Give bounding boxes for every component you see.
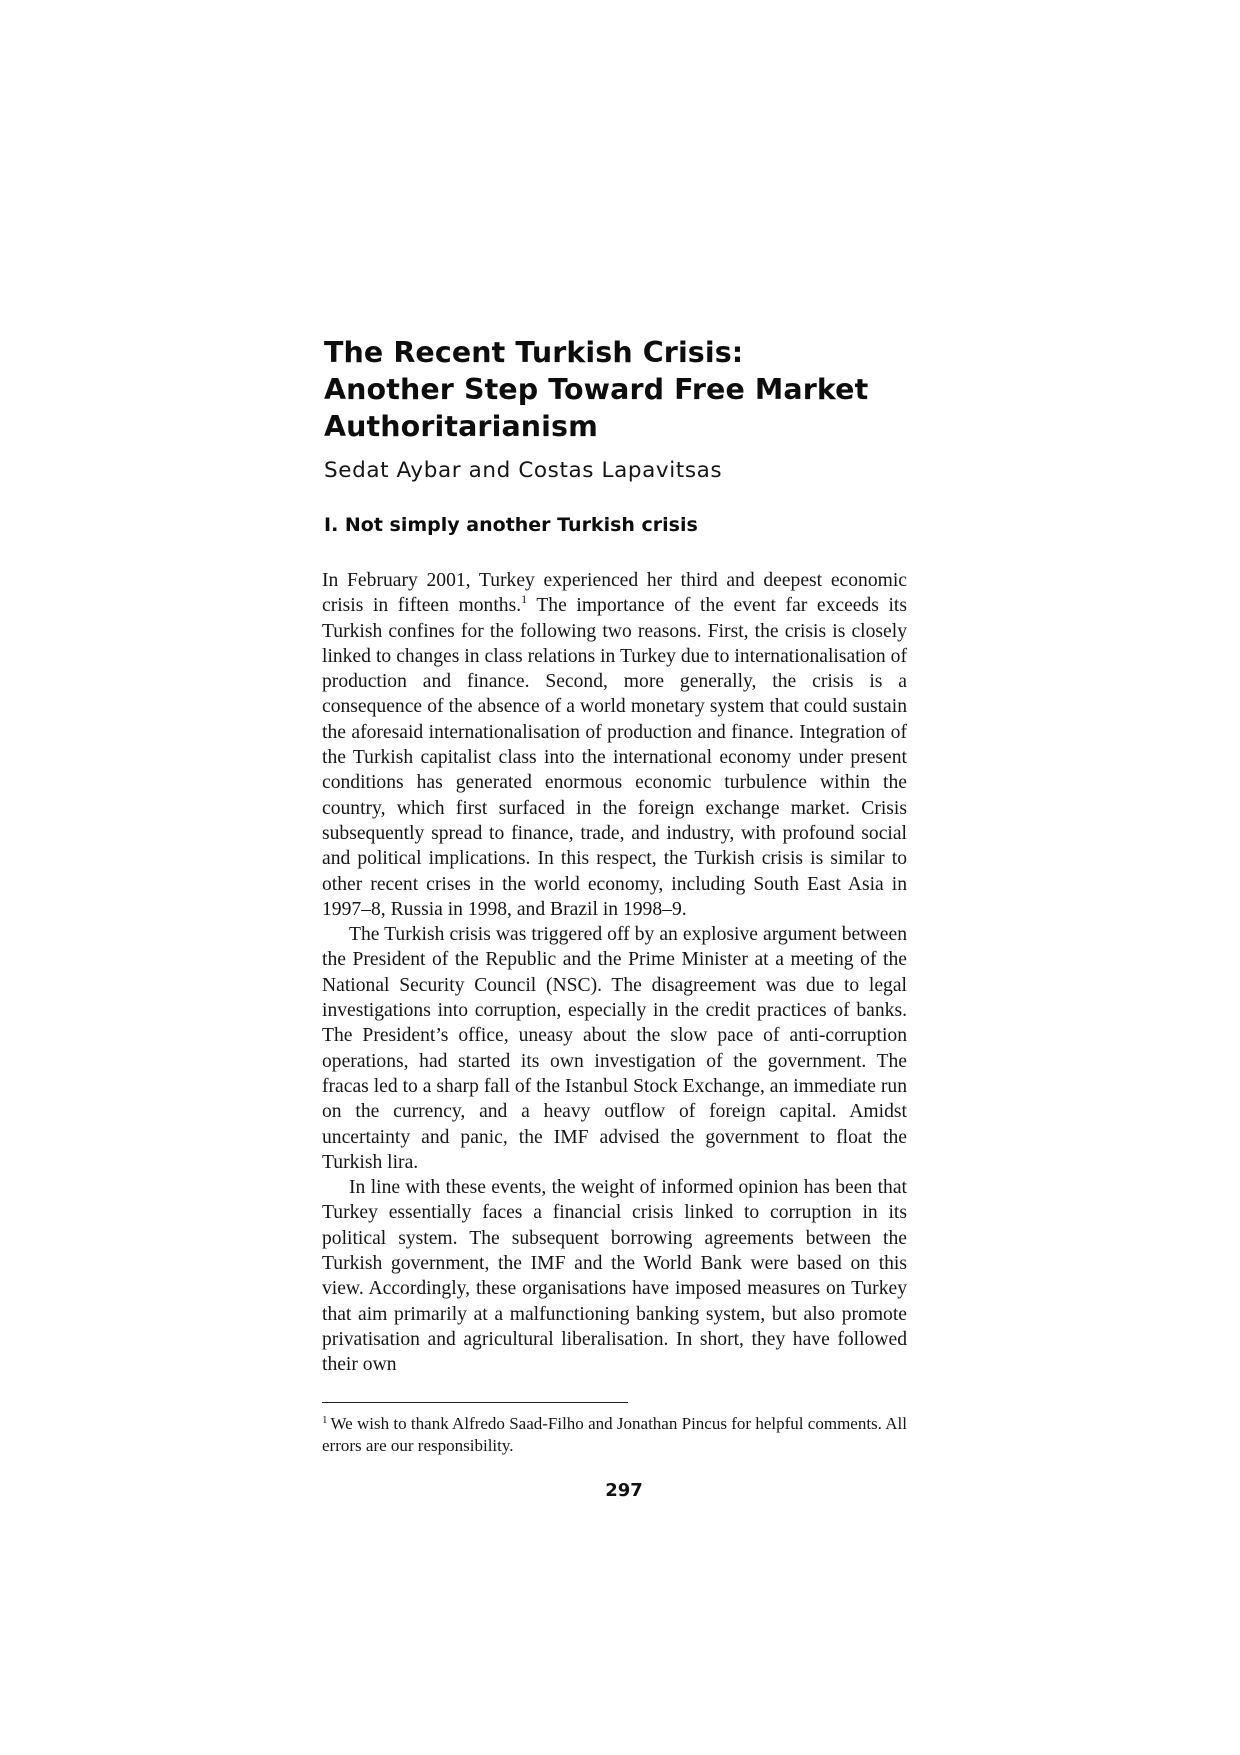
article-title <box>324 334 944 445</box>
footnote-text: We wish to thank Alfredo Saad-Filho and Jonathan Pincus for helpful comments. All errors are our responsibility. <box>322 1414 907 1455</box>
footnote-divider <box>322 1402 628 1403</box>
title-line-1: The Recent Turkish Crisis: <box>324 336 744 369</box>
paragraph-1 <box>322 568 907 922</box>
title-line-2: Another Step Toward Free Market <box>324 373 869 406</box>
author-line: Sedat Aybar and Costas Lapavitsas <box>324 458 723 483</box>
page-number: 297 <box>605 1480 643 1501</box>
paragraph-3: In line with these events, the weight of informed opinion has been that Turkey essentially faces a financial crisis linked to corruption in its political system. The subsequent borrowing agreements between the Turkish government, the IMF and the World Bank were based on this view. Accordingly, these organisations have imposed measures on Turkey that aim primarily at a malfunctioning banking system, but also promote privatisation and agricultural liberalisation. In short, they have followed their own <box>322 1177 907 1376</box>
paragraph-1-text-a: In February 2001, Turkey experienced her third and deepest economic crisis in fifteen months. <box>322 570 907 617</box>
paragraph-1-text-b: The importance of the event far exceeds its Turkish confines for the following two reasons. First, the crisis is closely linked to changes in class relations in Turkey due to internationalisation of production and finance. Second, more generally, the crisis is a consequence of the absence of a world monetary system that could sustain the aforesaid internationalisation of production and finance. Integration of the Turkish capitalist class into the international economy under present conditions has generated enormous economic turbulence within the country, which first surfaced in the foreign exchange market. Crisis subsequently spread to finance, trade, and industry, with profound social and political implications. In this respect, the Turkish crisis is similar to other recent crises in the world economy, including South East Asia in 1997–8, Russia in 1998, and Brazil in 1998–9. <box>322 595 907 920</box>
footnote-reference[interactable]: 1 <box>521 592 528 607</box>
title-line-3: Authoritarianism <box>324 410 598 443</box>
section-heading: I. Not simply another Turkish crisis <box>324 514 698 536</box>
paragraph-2: The Turkish crisis was triggered off by an explosive argument between the President of the Republic and the Prime Minister at a meeting of the National Security Council (NSC). The disagreement was due to legal investigations into corruption, especially in the credit practices of banks. The President’s office, uneasy about the slow pace of anti-corruption operations, had started its own investigation of the government. The fracas led to a sharp fall of the Istanbul Stock Exchange, an immediate run on the currency, and a heavy outflow of foreign capital. Amidst uncertainty and panic, the IMF advised the government to float the Turkish lira. <box>322 924 907 1173</box>
body-text <box>322 568 907 1378</box>
footnote-mark: 1 <box>322 1414 328 1426</box>
footnote-1 <box>322 1413 907 1457</box>
